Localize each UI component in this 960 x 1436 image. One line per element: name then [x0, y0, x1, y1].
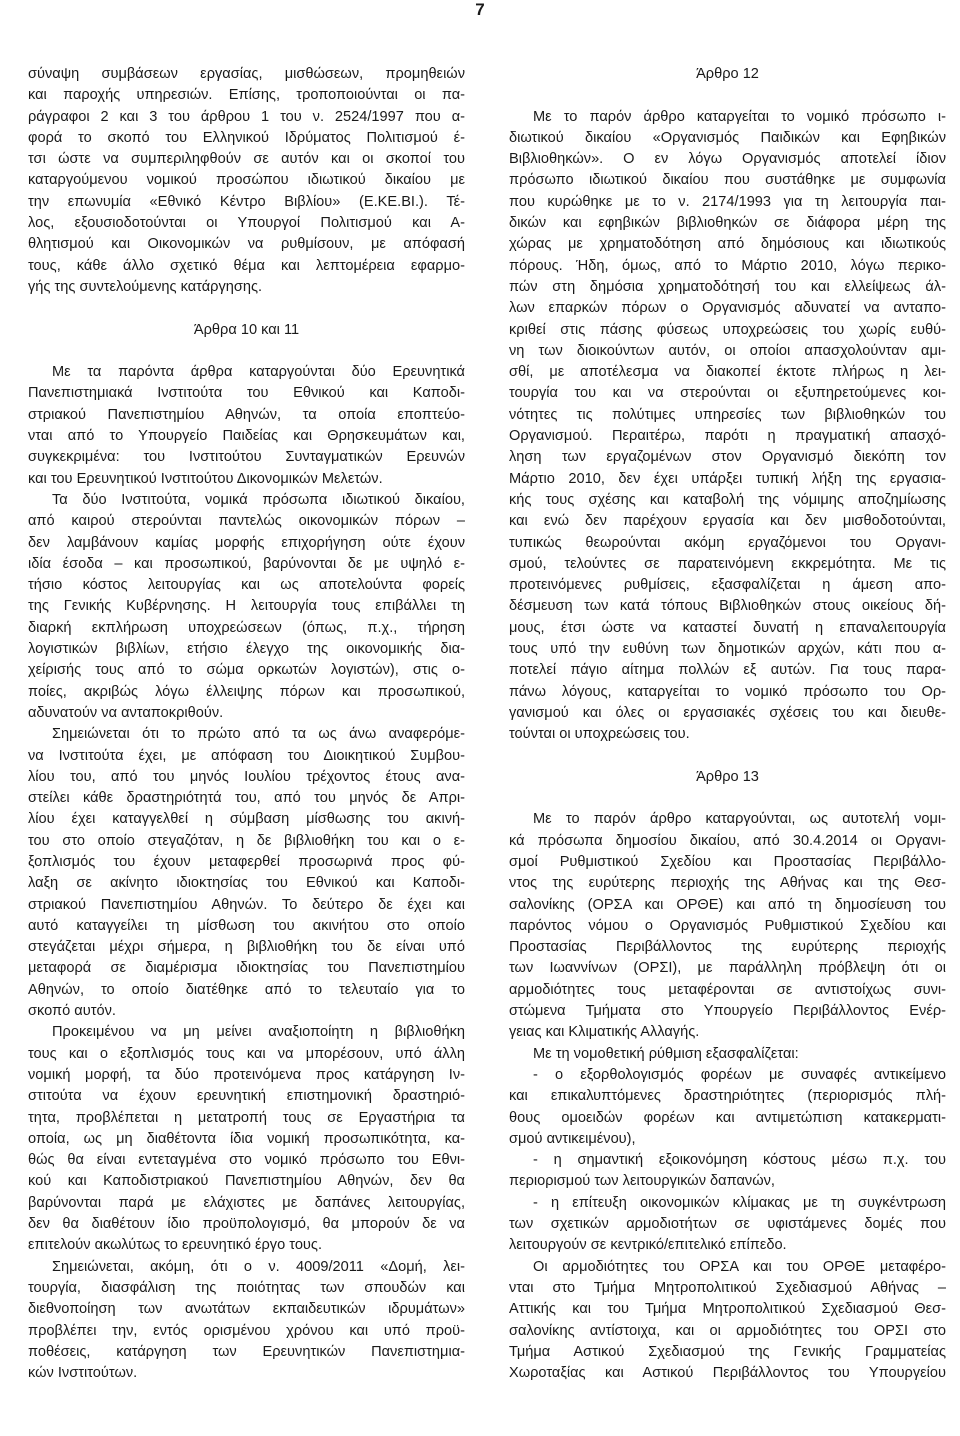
paragraph-law-4009: [28, 1257, 465, 1385]
text-line: κής τους σχέσης και καταβολή της νόμιμης αποζημίωσης: [509, 491, 946, 508]
text-line: πάνω λόγους, καταργείται το νομικό πρόσωπο του Ορ-: [509, 683, 946, 700]
text-line: αρμοδιότητες τους μεταφέρονται σε αντιστοίχως συνι-: [509, 981, 946, 998]
text-line: λαξη σε ακίνητο ιδιοκτησίας του Εθνικού και Καποδι-: [28, 875, 465, 892]
text-line: θώς θα είναι εντεταγμένα στο νομικό πρόσωπο του Εθνι-: [28, 1152, 465, 1169]
text-line: περιορισμού των λειτουργικών δαπανών,: [509, 1173, 775, 1190]
text-line: τσι ώστε να συμπεριληφθούν σε αυτόν και οι σκοποί του: [28, 151, 465, 168]
list-intro: Με τη νομοθετική ρύθμιση εξασφαλίζεται:: [533, 1045, 799, 1062]
text-line: στώμενα Τμήματα στο Υπουργείο Περιβάλλοντος Ενέρ-: [509, 1003, 946, 1020]
text-line: Με το παρόν άρθρο καταργείται το νομικό πρόσωπο ι-: [533, 108, 946, 125]
paragraph-article-13: [509, 809, 946, 1043]
text-line: Προστασίας Περιβάλλοντος της ευρύτερης περιοχής: [509, 939, 946, 956]
paragraph-institutes-status: [28, 724, 465, 1022]
text-line: και επικαλυπτόμενες δραστηριότητες (περιορισμός πλή-: [509, 1088, 946, 1105]
text-line: και του Ερευνητικού Ινστιτούτου Δικονομικών Μελετών.: [28, 470, 383, 487]
intro-paragraph: [28, 64, 465, 298]
text-line: Αττικής και του Τμήμα Μητροπολιτικού Σχεδιασμού Θεσ-: [509, 1301, 946, 1318]
text-line: κά πρόσωπα δημοσίου δικαίου, από 30.4.2014 οι Οργανι-: [509, 832, 946, 849]
left-column: [28, 64, 465, 1384]
text-line: τους και ο εξοπλισμός τους και να μπορέσουν, υπό άλλη: [28, 1045, 465, 1062]
text-line: από καιρού στερούνται παντελώς οικονομικών πόρων –: [28, 513, 465, 530]
text-line: διεθνοποίηση των ανωτάτων εκπαιδευτικών ιδρυμάτων»: [28, 1301, 465, 1318]
text-line: χείρισής τους από το σώμα ορκωτών λογιστών), στις ο-: [28, 662, 465, 679]
text-line: την επωνυμία «Εθνικό Κέντρο Βιβλίου» (Ε.ΚΕ.ΒΙ.). Τέ-: [28, 193, 465, 210]
text-line: επιτελούν ακωλύτως το ερευνητικό έργο τους.: [28, 1237, 323, 1254]
text-line: χώρας με χρηματοδότηση από δημόσιους και ιδιωτικούς: [509, 236, 946, 253]
text-line: ποτελεί πάγιο αίτημα πολλών εξ αυτών. Για τους παρα-: [509, 662, 946, 679]
text-line: γανισμού και όλες οι εργασιακές σχέσεις του και διευθε-: [509, 704, 946, 721]
text-line: Με τα παρόντα άρθρα καταργούνται δύο Ερευνητικά: [52, 364, 465, 381]
text-line: γειας και Κλιματικής Αλλαγής.: [509, 1024, 700, 1041]
text-line: διαρκή εκπλήρωση υποχρεώσεων (όπως, π.χ., τήρηση: [28, 619, 465, 636]
text-line: Σημειώνεται ότι το πρώτο από τα ως άνω αναφερόμε-: [52, 726, 465, 743]
text-line: προτεινόμενες ρυθμίσεις, εξασφαλίζεται η άμεση απο-: [509, 577, 946, 594]
text-line: κού και Καποδιστριακού Πανεπιστημίου Αθηνών, δεν θα: [28, 1173, 465, 1190]
text-line: δικών και εφηβικών βιβλιοθηκών σε διάφορα μέρη της: [509, 215, 946, 232]
text-line: πρόσωπο ιδιωτικού δικαίου που συστάθηκε με συμφωνία: [509, 172, 946, 189]
text-line: - η επίτευξη οικονομικών κλίμακας με τη συγκέντρωση: [533, 1194, 946, 1211]
text-line: Με το παρόν άρθρο καταργούνται, ως αυτοτελή νομι-: [533, 811, 946, 828]
text-line: Σημειώνεται, ακόμη, ότι ο ν. 4009/2011 «Δομή, λει-: [52, 1258, 465, 1275]
text-line: δεν θα διαθέτουν ίδιο προϋπολογισμό, θα μπορούν δε να: [28, 1216, 465, 1233]
paragraph-institutes-conversion: [28, 1022, 465, 1256]
text-line: σμού, τελούντες σε παρατεινόμενη εκκρεμότητα. Με τις: [509, 555, 946, 572]
text-line: νται στο Τμήμα Μητροπολιτικού Σχεδιασμού Αθήνας –: [509, 1279, 946, 1296]
text-line: νομική μορφή, τα δύο προτεινόμενα προς κατάργηση Ιν-: [28, 1066, 465, 1083]
text-line: των Ιωαννίνων (ΟΡΣΙ), με παράλληλη πρόβλεψη ότι οι: [509, 960, 946, 977]
text-line: λων επαρκών πόρων ο Οργανισμός αδυνατεί να ανταπο-: [509, 300, 946, 317]
text-line: λογιστικών βιβλίων, ετήσιο έλεγχο της οικονομικής δια-: [28, 641, 465, 658]
text-line: σμοί Ρυθμιστικού Σχεδίου και Προστασίας Περιβάλλο-: [509, 853, 946, 870]
right-column: [509, 64, 946, 1384]
text-line: αυτό καταγγείλει τη μίσθωση του ακινήτου στο οποίο: [28, 917, 465, 934]
text-line: κριθεί στις πάσης φύσεως υποχρεώσεις του χωρίς ευθύ-: [509, 321, 946, 338]
text-line: αδυνατούν να ανταποκριθούν.: [28, 704, 224, 721]
text-line: Πανεπιστημιακά Ινστιτούτα του Εθνικού και Καποδι-: [28, 385, 465, 402]
heading-articles-10-11: Άρθρα 10 και 11: [193, 321, 300, 338]
text-line: και ενώ δεν παρέχουν εργασία και δεν μισθοδοτούνται,: [509, 513, 946, 530]
text-line: Αθηνών, το οποίο διατέθηκε από το τελευταίο για το: [28, 981, 465, 998]
text-line: τήσιο κόστος λειτουργίας και ως αποτελούντα φορείς: [28, 577, 465, 594]
text-line: να Ινστιτούτα έχει, με απόφαση του Διοικητικού Συμβου-: [28, 747, 465, 764]
text-line: στριακού Πανεπιστημίου Αθηνών. Το δεύτερο δε έχει και: [28, 896, 465, 913]
text-line: σαλονίκης (ΟΡΣΑ και ΟΡΘΕ) και από τη δημοσίευση του: [509, 896, 946, 913]
text-line: μους, έτσι ώστε να καταστεί δυνατή η επαναλειτουργία: [509, 619, 946, 636]
text-line: λίου του, από του μηνός Ιουλίου τρέχοντος έτους ανα-: [28, 768, 465, 785]
text-line: νότητες τις πολύτιμες υπηρεσίες των βιβλιοθηκών του: [509, 406, 946, 423]
text-line: στιτούτα να έχουν ερευνητική επιστημονική δραστηριό-: [28, 1088, 465, 1105]
paragraph-institutes-abolished: [28, 362, 465, 490]
text-line: ληση των εργαζομένων στον Οργανισμό διεκόπη τον: [509, 449, 946, 466]
paragraph-article-12: [509, 107, 946, 746]
text-line: πών στη δημόσια χρηματοδότησή του και ελλείψεως άλ-: [509, 278, 946, 295]
text-line: Οι αρμοδιότητες του ΟΡΣΑ και του ΟΡΘΕ μεταφέρο-: [533, 1258, 946, 1275]
text-line: των σχετικών αρμοδιοτήτων σε υφιστάμενες δομές που: [509, 1216, 946, 1233]
page-number: 7: [475, 0, 485, 19]
text-line: στείλει κάθε δραστηριότητά του, από του μηνός δε Απρι-: [28, 790, 465, 807]
text-line: ιδία έσοδα – και προσωπικού, βαρύνονται δε με υψηλό ε-: [28, 555, 465, 572]
text-line: φορά το σκοπό του Ελληνικού Ιδρύματος Πολιτισμού έ-: [28, 129, 465, 146]
text-line: σκοπό αυτόν.: [28, 1003, 116, 1020]
text-line: τους, κάθε άλλο σχετικό θέμα και λεπτομέρεια εφαρμο-: [28, 257, 465, 274]
text-line: Οργανισμού. Περαιτέρω, παρότι η πραγματική απασχό-: [509, 428, 946, 445]
text-line: μεταφορά σε διαμέρισμα ιδιοκτησίας του Πανεπιστημίου: [28, 960, 465, 977]
list-item-1: [509, 1065, 946, 1150]
text-line: ντος της ευρύτερης περιοχής της Αθήνας και της Θεσ-: [509, 875, 946, 892]
text-line: προβλέπει την, εντός ορισμένου χρόνου και υπό προϋ-: [28, 1322, 465, 1339]
text-line: Βιβλιοθηκών». Ο εν λόγω Οργανισμός αποτελεί ίδιον: [509, 151, 946, 168]
text-line: νη των διοικούντων αυτόν, οι οποίοι απασχολούνταν αμι-: [509, 342, 946, 359]
text-line: παρόντος νόμου ο Οργανισμός Ρυθμιστικού Σχεδίου και: [509, 917, 946, 934]
text-line: σύναψη συμβάσεων εργασίας, μισθώσεων, προμηθειών: [28, 66, 465, 82]
text-line: λίου έχει καταγγελθεί η σύμβαση μίσθωσης του ακινή-: [28, 811, 465, 828]
text-line: λος, εξουσιοδοτούνται οι Υπουργοί Πολιτισμού και Α-: [28, 215, 465, 232]
text-line: Χωροταξίας και Αστικού Περιβάλλοντος του Υπουργείου: [509, 1365, 946, 1382]
text-line: και παροχής υπηρεσιών. Επίσης, τροποποιούνται οι πα-: [28, 87, 465, 104]
text-line: του στο οποίο στεγαζόταν, η δε βιβλιοθήκη του και ο ε-: [28, 832, 465, 849]
text-line: ξοπλισμός του έχουν μεταφερθεί προσωρινά προς φύ-: [28, 853, 465, 870]
text-line: ράγραφοι 2 και 3 του άρθρου 1 του ν. 2524/1997 που α-: [28, 108, 465, 125]
text-line: στριακού Πανεπιστημίου Αθηνών, τα οποία εποπτεύο-: [28, 406, 465, 423]
text-line: συγκεκριμένα: του Ινστιτούτου Συνταγματικών Ερευνών: [28, 449, 465, 466]
text-line: σαλονίκης αντίστοιχα, και οι αρμοδιότητες του ΟΡΣΙ στο: [509, 1322, 946, 1339]
text-line: Προκειμένου να μη μείνει αναξιοποίητη η βιβλιοθήκη: [52, 1024, 465, 1041]
paragraph-final: [509, 1257, 946, 1385]
text-line: τητα, προβλέπεται η μετατροπή τους σε Εργαστήρια τα: [28, 1109, 465, 1126]
text-line: γής της συντελούμενης κατάργησης.: [28, 278, 263, 295]
text-line: τυπικώς θεωρούνται ακόμη εργαζόμενοι του Οργανι-: [509, 534, 946, 551]
list-item-3: [509, 1193, 946, 1257]
text-line: Τα δύο Ινστιτούτα, νομικά πρόσωπα ιδιωτικού δικαίου,: [52, 491, 465, 508]
text-line: πόρους. Ήδη, όμως, από το Μάρτιο 2010, λόγω περικο-: [509, 257, 946, 274]
text-line: θους ομοειδών φορέων και αντιμετώπιση κατακερματι-: [509, 1109, 946, 1126]
text-line: ποίες, ακριβώς λόγω έλλειψης πόρων και προσωπικού,: [28, 683, 465, 700]
text-line: κών Ινστιτούτων.: [28, 1365, 138, 1382]
text-line: νται από το Υπουργείο Παιδείας και Θρησκευμάτων και,: [28, 428, 465, 445]
text-line: στεγάζεται μέχρι σήμερα, η βιβλιοθήκη του δε είναι υπό: [28, 939, 465, 956]
text-line: τουργία, διασφάλιση της ποιότητας των σπουδών και: [28, 1279, 465, 1296]
text-line: βαρύνονται παρά με ελάχιστες με δαπάνες λειτουργίας,: [28, 1194, 465, 1211]
heading-article-13: Άρθρο 13: [696, 768, 759, 785]
text-line: σθί, με αποτέλεσμα να διακοπεί έκτοτε πλήρως η λει-: [509, 364, 946, 381]
text-line: τουργία του και να στερούνται οι εξυπηρετούμενες κοι-: [509, 385, 946, 402]
text-line: που κυρώθηκε με το ν. 2174/1993 για τη λειτουργία παι-: [509, 193, 946, 210]
text-line: Τμήμα Αστικού Σχεδιασμού της Γενικής Γραμματείας: [509, 1343, 946, 1360]
text-line: τους υπό την ευθύνη των δημοτικών αρχών, κάτι που α-: [509, 641, 946, 658]
text-line: λειτουργούν σε κεντρικό/επιτελικό επίπεδο.: [509, 1237, 787, 1254]
text-line: οποία, ως μη διαθέτοντα ίδια νομική προσωπικότητα, κα-: [28, 1130, 465, 1147]
paragraph-institutes-finances: [28, 490, 465, 724]
text-line: ποθέσεις, κατάργηση των Ερευνητικών Πανεπιστημια-: [28, 1343, 465, 1360]
text-line: καταργούμενου νομικού προσώπου ιδιωτικού δικαίου με: [28, 172, 465, 189]
text-line: δέσμευση των κατά τόπους Βιβλιοθηκών στους οικείους δή-: [509, 598, 946, 615]
text-line: σμού αντικειμένου),: [509, 1130, 636, 1147]
text-line: δεν λαμβάνουν καμίας μορφής επιχορήγηση ούτε έχουν: [28, 534, 465, 551]
heading-article-12: Άρθρο 12: [696, 66, 759, 82]
text-line: θλητισμού και Οικονομικών να ρυθμίσουν, με απόφασή: [28, 236, 465, 253]
text-line: διωτικού δικαίου «Οργανισμός Παιδικών και Εφηβικών: [509, 129, 946, 146]
text-line: τούνται οι υποχρεώσεις του.: [509, 726, 690, 743]
text-line: - ο εξορθολογισμός φορέων με συναφές αντικείμενο: [533, 1066, 946, 1083]
text-line: Μάρτιο 2010, δεν έχει υπάρξει τυπική λήξη της εργασια-: [509, 470, 946, 487]
text-line: - η σημαντική εξοικονόμηση κόστους μέσω π.χ. του: [533, 1152, 946, 1169]
list-item-2: [509, 1150, 946, 1193]
text-line: της Γενικής Κυβέρνησης. Η λειτουργία τους επιβάλλει τη: [28, 598, 465, 615]
